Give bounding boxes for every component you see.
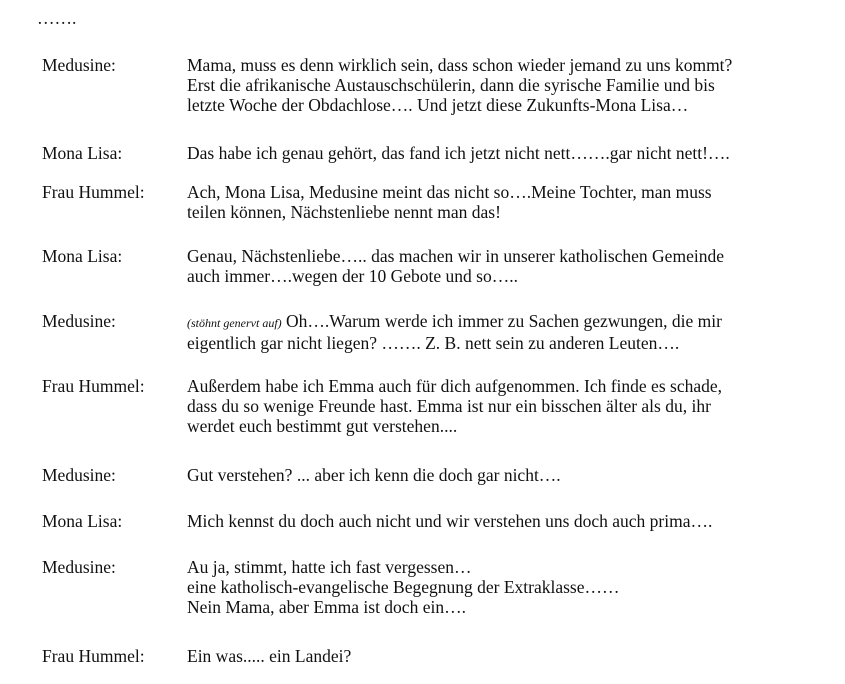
stage-direction: (stöhnt genervt auf) — [187, 316, 282, 330]
speech-line: Genau, Nächstenliebe….. das machen wir in unserer katholischen Gemeinde — [187, 246, 724, 266]
top-ellipsis: ……. — [37, 8, 77, 28]
speaker-name: Frau Hummel: — [42, 376, 145, 396]
speech-fragment: Oh….Warum werde ich immer zu Sachen gezwungen, die mir — [281, 311, 722, 331]
speech-line: teilen können, Nächstenliebe nennt man das! — [187, 202, 501, 222]
speech-text — [187, 311, 827, 353]
speech-line: auch immer….wegen der 10 Gebote und so….. — [187, 266, 518, 286]
speech-line: werdet euch bestimmt gut verstehen.... — [187, 416, 458, 436]
speech-text — [187, 511, 827, 531]
speech-text — [187, 557, 827, 617]
speech-line: eigentlich gar nicht liegen? ……. Z. B. nett sein zu anderen Leuten…. — [187, 333, 680, 353]
speech-text — [187, 376, 827, 436]
speaker-name: Medusine: — [42, 557, 116, 577]
speech-line: Außerdem habe ich Emma auch für dich aufgenommen. Ich finde es schade, — [187, 376, 722, 396]
speaker-name: Mona Lisa: — [42, 511, 123, 531]
speaker-name: Medusine: — [42, 465, 116, 485]
speaker-name: Frau Hummel: — [42, 646, 145, 666]
speech-line: Ach, Mona Lisa, Medusine meint das nicht so….Meine Tochter, man muss — [187, 182, 712, 202]
speech-line: Erst die afrikanische Austauschschülerin, dann die syrische Familie und bis — [187, 75, 715, 95]
speech-line: Das habe ich genau gehört, das fand ich jetzt nicht nett…….gar nicht nett!…. — [187, 143, 730, 163]
speech-line — [187, 311, 827, 333]
speech-line: Ein was..... ein Landei? — [187, 646, 352, 666]
speech-text — [187, 182, 827, 222]
speech-line: Nein Mama, aber Emma ist doch ein…. — [187, 597, 466, 617]
speech-line: Mama, muss es denn wirklich sein, dass schon wieder jemand zu uns kommt? — [187, 55, 733, 75]
speech-line: eine katholisch-evangelische Begegnung der Extraklasse…… — [187, 577, 620, 597]
speech-text — [187, 143, 827, 163]
speech-text — [187, 646, 827, 666]
speech-line: Gut verstehen? ... aber ich kenn die doch gar nicht…. — [187, 465, 561, 485]
speaker-name: Mona Lisa: — [42, 246, 123, 266]
speaker-name: Frau Hummel: — [42, 182, 145, 202]
speech-text — [187, 55, 827, 115]
speech-text — [187, 465, 827, 485]
speaker-name: Medusine: — [42, 311, 116, 331]
speech-line: Au ja, stimmt, hatte ich fast vergessen… — [187, 557, 472, 577]
speech-line: dass du so wenige Freunde hast. Emma ist nur ein bisschen älter als du, ihr — [187, 396, 711, 416]
speaker-name: Mona Lisa: — [42, 143, 123, 163]
speaker-name: Medusine: — [42, 55, 116, 75]
speech-line: letzte Woche der Obdachlose…. Und jetzt diese Zukunfts-Mona Lisa… — [187, 95, 689, 115]
speech-line: Mich kennst du doch auch nicht und wir verstehen uns doch auch prima…. — [187, 511, 713, 531]
speech-text — [187, 246, 827, 286]
